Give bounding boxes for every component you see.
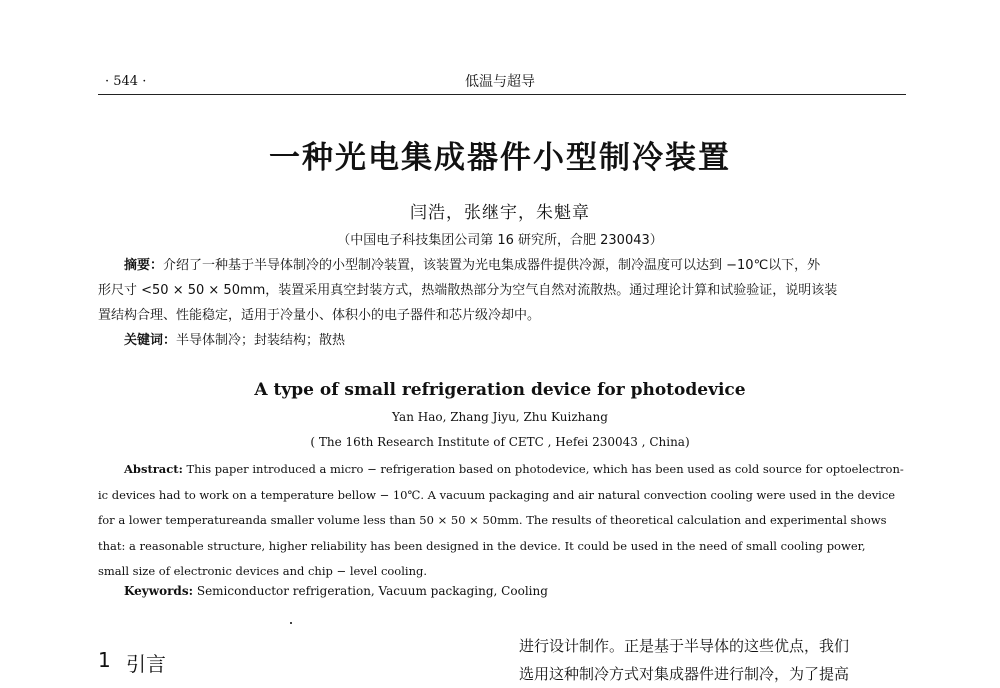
chinese-authors: 闫浩，张继宇，朱魁章 bbox=[410, 203, 590, 223]
english-abstract-text: This paper introduced a micro − refrigeration based on photodevice, which has been used as cold source for optoelectron- bbox=[186, 462, 904, 476]
chinese-abstract bbox=[98, 253, 906, 328]
chinese-abstract-line: 置结构合理、性能稳定，适用于冷量小、体积小的电子器件和芯片级冷却中。 bbox=[98, 308, 541, 323]
english-title: A type of small refrigeration device for photodevice bbox=[254, 380, 746, 400]
english-keywords-text: Semiconductor refrigeration, Vacuum packaging, Cooling bbox=[196, 584, 548, 598]
chinese-abstract-text: 介绍了一种基于半导体制冷的小型制冷装置，该装置为光电集成器件提供冷源，制冷温度可以达到 −10℃以下，外 bbox=[163, 258, 821, 273]
english-abstract-label: Abstract: bbox=[124, 462, 183, 476]
chinese-affiliation: （中国电子科技集团公司第 16 研究所，合肥 230043） bbox=[337, 233, 663, 248]
english-keywords-label: Keywords: bbox=[124, 584, 194, 598]
english-authors: Yan Hao, Zhang Jiyu, Zhu Kuizhang bbox=[392, 410, 608, 424]
page-number: · 544 · bbox=[105, 74, 147, 89]
english-abstract-line bbox=[98, 457, 906, 483]
chinese-abstract-line: 形尺寸 <50 × 50 × 50mm，装置采用真空封装方式，热端散热部分为空气自然对流散热。通过理论计算和试验验证，说明该装 bbox=[98, 283, 838, 298]
english-affiliation: ( The 16th Research Institute of CETC , Hefei 230043 , China) bbox=[310, 435, 690, 449]
chinese-abstract-line bbox=[98, 253, 906, 278]
journal-running-head: 低温与超导 bbox=[465, 74, 535, 90]
chinese-keywords-label: 关键词： bbox=[124, 333, 177, 348]
body-text-line: 选用这种制冷方式对集成器件进行制冷，为了提高 bbox=[519, 665, 850, 683]
body-text-right-column bbox=[519, 632, 907, 688]
english-abstract-line: for a lower temperatureanda smaller volume less than 50 × 50 × 50mm. The results of theoretical calculation and experimental shows bbox=[98, 513, 887, 527]
section-title: 引言 bbox=[126, 652, 166, 676]
header-rule bbox=[98, 94, 906, 95]
section-number: 1 bbox=[98, 648, 111, 672]
body-text-line: 进行设计制作。正是基于半导体的这些优点，我们 bbox=[519, 637, 850, 655]
chinese-keywords bbox=[124, 329, 345, 348]
chinese-title: 一种光电集成器件小型制冷装置 bbox=[269, 140, 731, 176]
english-abstract-line: small size of electronic devices and chip − level cooling. bbox=[98, 564, 428, 578]
english-abstract-line: ic devices had to work on a temperature bellow − 10℃. A vacuum packaging and air natural convection cooling were used in the device bbox=[98, 487, 896, 502]
stray-dot bbox=[290, 622, 292, 624]
chinese-keywords-text: 半导体制冷；封装结构；散热 bbox=[176, 333, 346, 348]
english-keywords bbox=[124, 584, 548, 598]
chinese-abstract-label: 摘要： bbox=[124, 258, 164, 273]
english-abstract-line: that: a reasonable structure, higher reliability has been designed in the device. It could be used in the need of small cooling power, bbox=[98, 538, 866, 553]
english-abstract bbox=[98, 457, 906, 585]
